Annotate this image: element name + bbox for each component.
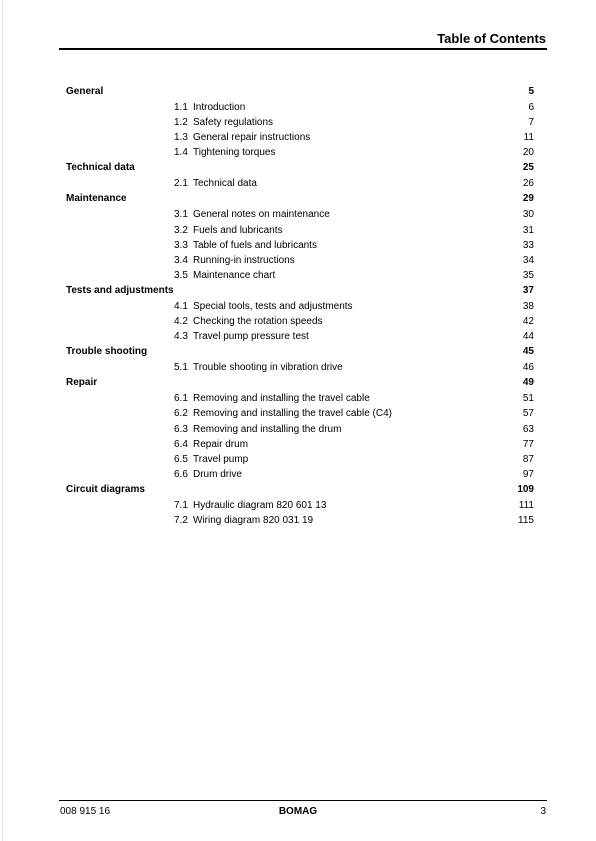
section-title: Tightening torques: [193, 147, 276, 159]
section-page-number: 33: [522, 239, 534, 251]
section-page-number: 46: [522, 362, 534, 374]
toc-section-entry[interactable]: [0, 238, 596, 253]
section-page-number: 51: [522, 393, 534, 405]
section-number: 3.4: [174, 254, 188, 266]
section-page-number: 20: [522, 147, 534, 159]
section-page-number: 35: [522, 269, 534, 281]
chapter-page-number: 49: [522, 377, 534, 389]
toc-section-entry[interactable]: [0, 314, 596, 329]
section-number: 1.3: [174, 132, 188, 144]
section-number: 6.2: [174, 408, 188, 420]
section-number: 6.3: [174, 423, 188, 435]
section-number: 6.1: [174, 393, 188, 405]
section-number: 3.3: [174, 239, 188, 251]
section-number: 1.1: [174, 102, 188, 113]
section-page-number: 77: [522, 438, 534, 450]
section-title: Running-in instructions: [193, 254, 295, 266]
section-page-number: 57: [522, 408, 534, 420]
section-page-number: 31: [522, 224, 534, 236]
section-title: Removing and installing the travel cable: [193, 393, 370, 405]
toc-section-entry[interactable]: [0, 100, 596, 115]
section-number: 3.2: [174, 224, 188, 236]
section-page-number: 38: [522, 300, 534, 312]
footer-page-number: 3: [540, 806, 546, 817]
section-number: 3.1: [174, 209, 188, 221]
section-page-number: 42: [522, 316, 534, 328]
section-number: 7.1: [174, 499, 188, 511]
section-title: Travel pump pressure test: [193, 331, 309, 343]
toc-chapter-entry[interactable]: [0, 375, 596, 391]
section-page-number: 7: [528, 117, 534, 129]
toc-chapter-entry[interactable]: [0, 344, 596, 360]
section-number: 2.1: [174, 178, 188, 190]
section-number: 5.1: [174, 362, 188, 374]
header-rule: [59, 48, 547, 50]
section-number: 7.2: [174, 514, 188, 526]
chapter-page-number: 37: [522, 284, 534, 296]
section-title: Technical data: [193, 178, 257, 190]
toc-section-entry[interactable]: [0, 115, 596, 130]
table-of-contents: [0, 84, 596, 528]
section-title: Table of fuels and lubricants: [193, 239, 317, 251]
page-title: Table of Contents: [437, 31, 546, 46]
chapter-title: Technical data: [66, 162, 135, 174]
toc-section-entry[interactable]: [0, 268, 596, 283]
section-title: General notes on maintenance: [193, 209, 330, 221]
toc-section-entry[interactable]: [0, 253, 596, 268]
section-title: General repair instructions: [193, 132, 311, 144]
section-page-number: 44: [522, 331, 534, 343]
toc-section-entry[interactable]: [0, 360, 596, 375]
section-title: Trouble shooting in vibration drive: [193, 362, 343, 374]
footer-doc-number: 008 915 16: [60, 806, 111, 817]
section-title: Wiring diagram 820 031 19: [193, 514, 314, 526]
section-title: Repair drum: [193, 438, 249, 450]
toc-section-entry[interactable]: [0, 406, 596, 421]
toc-section-entry[interactable]: [0, 422, 596, 437]
section-page-number: 11: [523, 132, 534, 144]
toc-section-entry[interactable]: [0, 223, 596, 238]
section-page-number: 63: [522, 423, 534, 435]
section-title: Special tools, tests and adjustments: [193, 300, 353, 312]
chapter-title: General: [66, 86, 104, 97]
chapter-title: Repair: [66, 377, 98, 389]
section-title: Safety regulations: [193, 117, 274, 129]
toc-section-entry[interactable]: [0, 299, 596, 314]
section-page-number: 26: [522, 178, 534, 190]
section-page-number: 30: [522, 209, 534, 221]
section-title: Removing and installing the drum: [193, 423, 342, 435]
section-number: 3.5: [174, 269, 188, 281]
section-title: Fuels and lubricants: [193, 224, 283, 236]
toc-section-entry[interactable]: [0, 513, 596, 528]
toc-chapter-entry[interactable]: [0, 191, 596, 207]
section-number: 6.5: [174, 453, 188, 465]
section-number: 6.4: [174, 438, 188, 450]
toc-section-entry[interactable]: [0, 452, 596, 467]
chapter-title: Tests and adjustments: [66, 284, 174, 296]
section-title: Removing and installing the travel cable (C4): [193, 408, 392, 420]
toc-section-entry[interactable]: [0, 176, 596, 191]
section-number: 1.4: [174, 147, 188, 159]
toc-section-entry[interactable]: [0, 391, 596, 406]
section-page-number: 6: [528, 102, 534, 113]
footer-rule: [59, 800, 547, 801]
chapter-title: Maintenance: [66, 193, 127, 205]
section-title: Checking the rotation speeds: [193, 316, 323, 328]
section-title: Travel pump: [193, 453, 249, 465]
chapter-page-number: 29: [522, 193, 534, 205]
toc-chapter-entry[interactable]: [0, 160, 596, 176]
chapter-page-number: 109: [517, 483, 534, 495]
chapter-title: Trouble shooting: [66, 346, 148, 358]
section-title: Introduction: [193, 102, 246, 113]
section-number: 4.1: [174, 300, 188, 312]
chapter-page-number: 25: [522, 162, 534, 174]
section-title: Maintenance chart: [193, 269, 276, 281]
toc-section-entry[interactable]: [0, 130, 596, 145]
section-page-number: 87: [522, 453, 534, 465]
toc-section-entry[interactable]: [0, 498, 596, 513]
chapter-page-number: 5: [528, 86, 534, 97]
section-title: Hydraulic diagram 820 601 13: [193, 499, 327, 511]
toc-chapter-entry[interactable]: [0, 482, 596, 498]
section-number: 4.2: [174, 316, 188, 328]
toc-section-entry[interactable]: [0, 467, 596, 482]
toc-section-entry[interactable]: [0, 207, 596, 222]
section-page-number: 34: [522, 254, 534, 266]
toc-chapter-entry[interactable]: [0, 283, 596, 299]
footer-brand: BOMAG: [278, 806, 318, 817]
toc-section-entry[interactable]: [0, 145, 596, 160]
chapter-title: Circuit diagrams: [66, 483, 145, 495]
section-title: Drum drive: [193, 468, 242, 480]
section-page-number: 97: [522, 468, 534, 480]
section-page-number: 115: [518, 514, 534, 526]
section-number: 1.2: [174, 117, 188, 129]
toc-section-entry[interactable]: [0, 329, 596, 344]
section-page-number: 111: [518, 499, 534, 511]
section-number: 6.6: [174, 468, 188, 480]
toc-section-entry[interactable]: [0, 437, 596, 452]
section-number: 4.3: [174, 331, 188, 343]
toc-chapter-entry[interactable]: [0, 84, 596, 100]
chapter-page-number: 45: [522, 346, 534, 358]
